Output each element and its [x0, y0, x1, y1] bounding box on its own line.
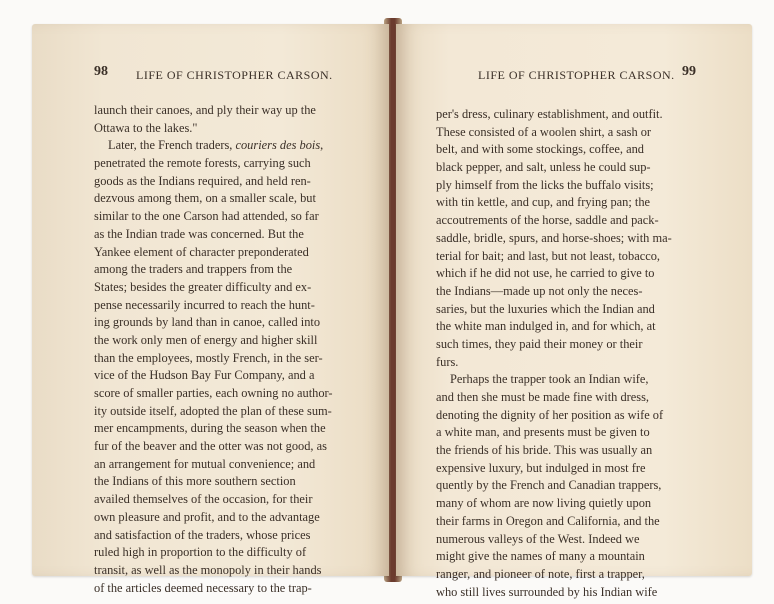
text-line: ity outside itself, adopted the plan of these sum-	[94, 403, 332, 418]
text-line: Yankee element of character preponderated	[94, 244, 309, 259]
right-page	[396, 24, 752, 599]
text-line: and satisfaction of the traders, whose prices	[94, 527, 311, 542]
text-line: a white man, and presents must be given to	[436, 425, 650, 440]
text-line: the friends of his bride. This was usually an	[436, 443, 653, 458]
text-line: goods as the Indians required, and held ren-	[94, 173, 311, 188]
text-line: belt, and with some stockings, coffee, and	[436, 142, 644, 157]
right-running-head: LIFE OF CHRISTOPHER CARSON.	[478, 68, 675, 82]
text-line: expensive luxury, but indulged in most fre	[436, 460, 646, 475]
text-line: Ottawa to the lakes."	[94, 120, 198, 135]
text-line: score of smaller parties, each owning no author-	[94, 386, 333, 400]
left-page-number: 98	[94, 64, 108, 79]
text-line: the white man indulged in, and for which, at	[436, 319, 656, 334]
left-page	[32, 24, 389, 595]
text-line: vice of the Hudson Bay Fur Company, and a	[94, 368, 315, 383]
text-line: the Indians of this more southern section	[94, 474, 296, 489]
text-line: the Indians—made up not only the neces-	[436, 283, 643, 298]
text-line: mer encampments, during the season when the	[94, 421, 326, 436]
text-line: which if he did not use, he carried to give to	[436, 266, 655, 281]
text-line: ing grounds by land than in canoe, called into	[94, 315, 321, 330]
text-line: saddle, bridle, spurs, and horse-shoes; with ma-	[436, 230, 672, 245]
right-body-text	[436, 106, 722, 601]
text-line: transit, as well as the monopoly in their hands	[94, 562, 322, 577]
left-running-head: LIFE OF CHRISTOPHER CARSON.	[136, 68, 333, 82]
text-line: than the employees, mostly French, in the ser-	[94, 350, 323, 365]
text-line: of the articles deemed necessary to the trap-	[94, 580, 312, 595]
text-line: among the traders and trappers from the	[94, 262, 293, 277]
text-line: own pleasure and profit, and to the advantage	[94, 509, 320, 524]
text-line: might give the names of many a mountain	[436, 549, 645, 564]
text-line: saries, but the luxuries which the Indian and	[436, 301, 655, 316]
left-body-text	[94, 102, 366, 597]
text-line: an arrangement for mutual convenience; and	[94, 456, 316, 471]
text-line: fur of the beaver and the otter was not good, as	[94, 439, 327, 454]
right-page-number: 99	[682, 64, 696, 79]
text-line: pense necessarily incurred to reach the hunt-	[94, 297, 315, 312]
text-line: denoting the dignity of her position as wife of	[436, 407, 664, 422]
text-line: These consisted of a woolen shirt, a sash or	[436, 124, 652, 139]
text-line: ruled high in proportion to the difficulty of	[94, 545, 307, 560]
text-line: terial for bait; and last, but not least, tobacco,	[436, 248, 660, 263]
open-book	[24, 24, 752, 599]
text-line: with tin kettle, and cup, and frying pan; the	[436, 195, 651, 210]
text-line: their farms in Oregon and California, and the	[436, 513, 660, 528]
text-line: ranger, and pioneer of note, first a trapper,	[436, 566, 645, 581]
text-line: furs.	[436, 354, 459, 369]
text-line: the work only men of energy and higher skill	[94, 332, 318, 347]
text-line: similar to the one Carson had attended, so far	[94, 209, 319, 224]
text-line: who still lives surrounded by his Indian wife	[436, 584, 658, 599]
text-line: Later, the French traders, couriers des bois,	[108, 138, 324, 153]
text-line: availed themselves of the occasion, for their	[94, 492, 313, 507]
text-line: black pepper, and salt, unless he could sup-	[436, 160, 651, 175]
text-line: dezvous among them, on a smaller scale, but	[94, 191, 316, 206]
text-line: quently by the French and Canadian trappers,	[436, 478, 662, 493]
text-line: Perhaps the trapper took an Indian wife,	[450, 372, 649, 387]
text-line: many of whom are now living quietly upon	[436, 496, 652, 511]
text-line: per's dress, culinary establishment, and outfit.	[436, 107, 663, 121]
text-line: numerous valleys of the West. Indeed we	[436, 531, 640, 546]
text-line: such times, they paid their money or their	[436, 336, 643, 351]
text-line: and then she must be made fine with dress,	[436, 390, 650, 404]
text-line: ply himself from the licks the buffalo visits;	[436, 177, 654, 192]
text-line: as the Indian trade was concerned. But the	[94, 226, 304, 241]
text-line: States; besides the greater difficulty and ex-	[94, 279, 312, 294]
text-line: accoutrements of the horse, saddle and pack-	[436, 213, 659, 228]
text-line: penetrated the remote forests, carrying such	[94, 156, 311, 171]
text-line: launch their canoes, and ply their way up the	[94, 103, 316, 117]
